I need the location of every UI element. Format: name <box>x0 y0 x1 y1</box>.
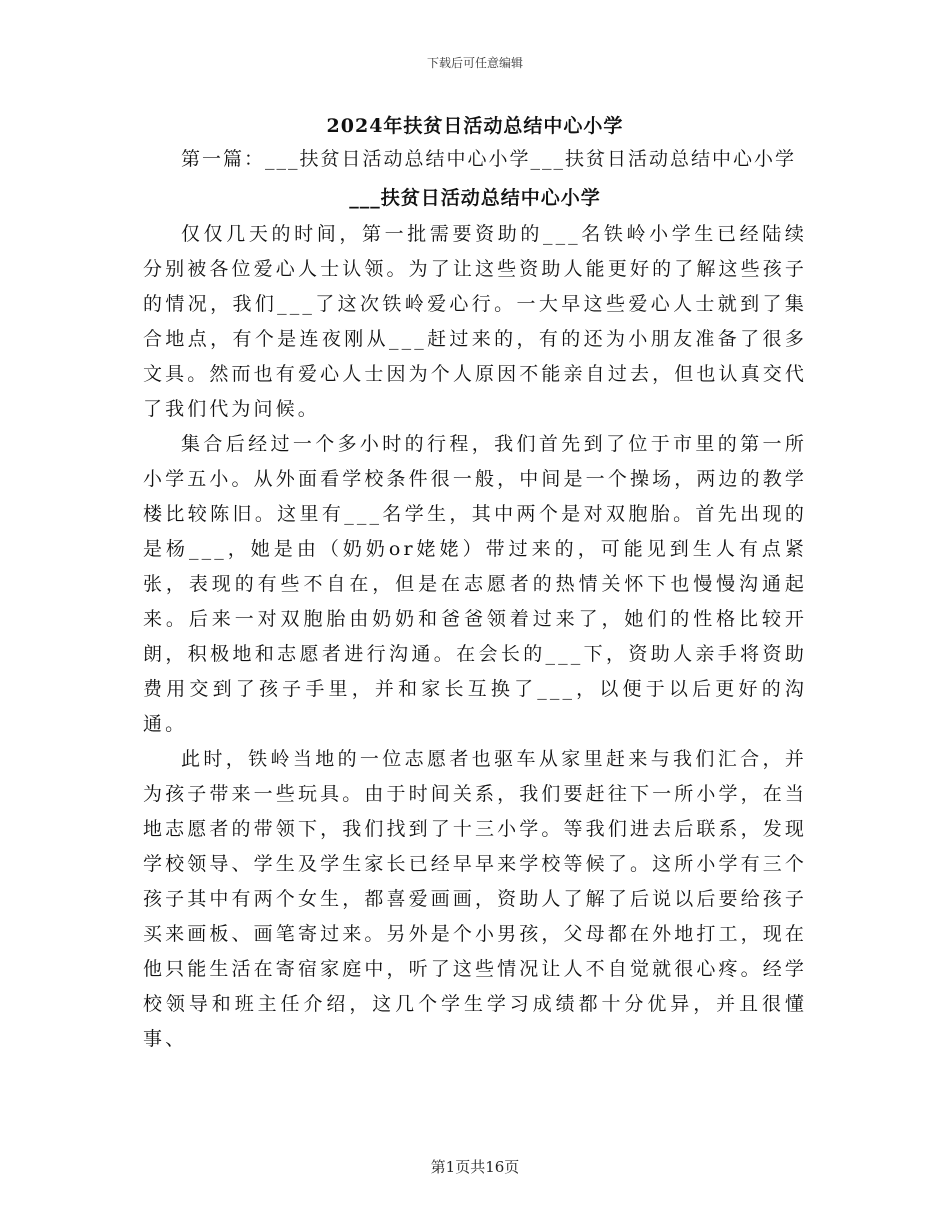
page-number: 第1页共16页 <box>430 1158 520 1176</box>
page-header-note: 下载后可任意编辑 <box>426 56 523 70</box>
article-title: ___扶贫日活动总结中心小学 <box>349 187 601 209</box>
document-body <box>143 108 807 1057</box>
section-heading: 第一篇：___扶贫日活动总结中心小学___扶贫日活动总结中心小学 <box>181 148 797 170</box>
paragraph-3: 此时，铁岭当地的一位志愿者也驱车从家里赶来与我们汇合，并为孩子带来一些玩具。由于时间关系，我们要赶往下一所小学，在当地志愿者的带领下，我们找到了十三小学。等我们进去后联系，发现学校领导、学生及学生家长已经早早来学校等候了。这所小学有三个孩子其中有两个女生，都喜爱画画，资助人了解了后说以后要给孩子买来画板、画笔寄过来。另外是个小男孩，父母都在外地打工，现在他只能生活在寄宿家庭中，听了这些情况让人不自觉就很心疼。经学校领导和班主任介绍，这几个学生学习成绩都十分优异，并且很懂事、 <box>143 748 807 1050</box>
paragraph-1: 仅仅几天的时间，第一批需要资助的___名铁岭小学生已经陆续分别被各位爱心人士认领。为了让这些资助人能更好的了解这些孩子的情况，我们___了这次铁岭爱心行。一大早这些爱心人士就到了集合地点，有个是连夜刚从___赶过来的，有的还为小朋友准备了很多文具。然而也有爱心人士因为个人原因不能亲自过去，但也认真交代了我们代为问候。 <box>143 223 807 420</box>
paragraph-2: 集合后经过一个多小时的行程，我们首先到了位于市里的第一所小学五小。从外面看学校条件很一般，中间是一个操场，两边的教学楼比较陈旧。这里有___名学生，其中两个是对双胞胎。首先出现的是杨___，她是由（奶奶or姥姥）带过来的，可能见到生人有点紧张，表现的有些不自在，但是在志愿者的热情关怀下也慢慢沟通起来。后来一对双胞胎由奶奶和爸爸领着过来了，她们的性格比较开朗，积极地和志愿者进行沟通。在会长的___下，资助人亲手将资助费用交到了孩子手里，并和家长互换了___，以便于以后更好的沟通。 <box>143 433 807 735</box>
document-title: 2024年扶贫日活动总结中心小学 <box>326 115 624 137</box>
